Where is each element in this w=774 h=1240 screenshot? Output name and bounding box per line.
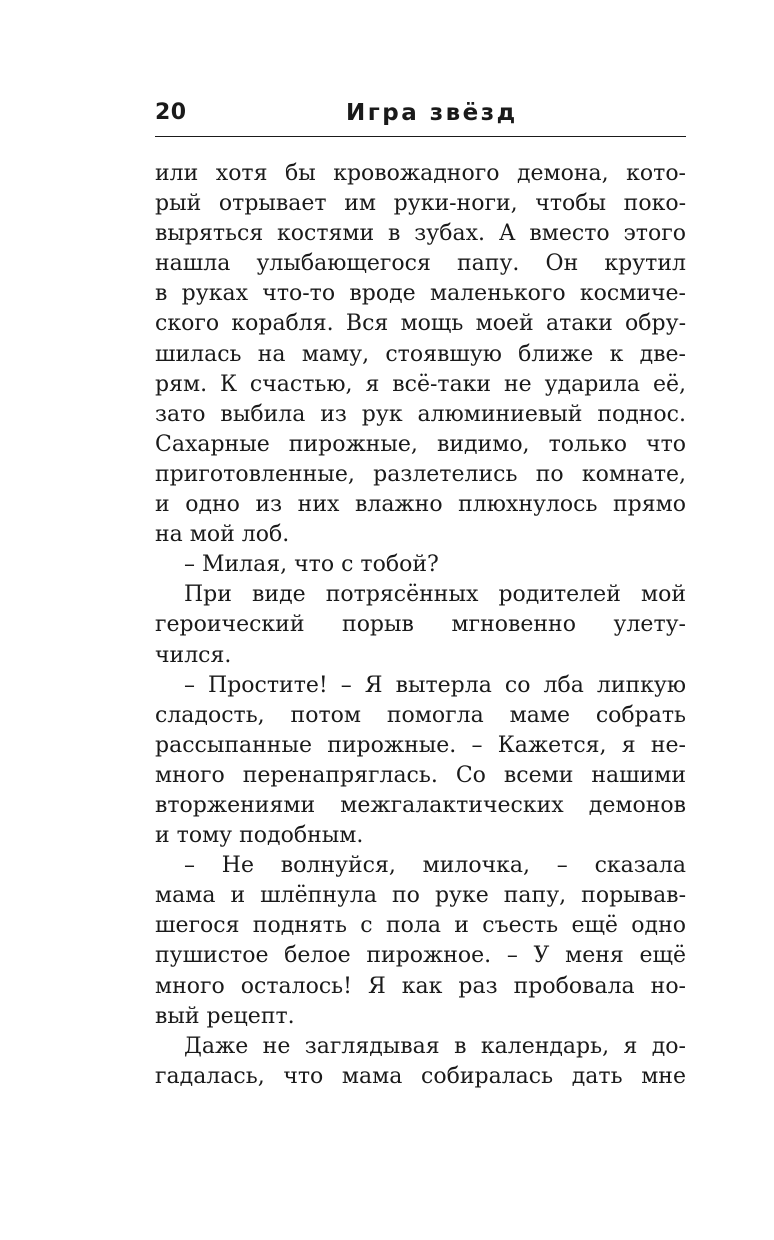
body-text [155, 159, 686, 1092]
text-line: зато выбила из рук алюминиевый поднос. [155, 401, 686, 427]
text-line: вторжениями межгалактических демонов [155, 792, 686, 818]
text-line: на мой лоб. [155, 522, 290, 548]
text-line: в руках что-то вроде маленького космиче- [155, 281, 686, 307]
text-line: героический порыв мгновенно улету- [155, 612, 686, 638]
text-line: – Простите! – Я вытерла со лба липкую [184, 672, 686, 698]
text-line: мама и шлёпнула по руке папу, порывав- [155, 883, 686, 909]
page-number: 20 [155, 100, 187, 125]
text-line: – Милая, что с тобой? [184, 552, 439, 578]
text-line: много осталось! Я как раз пробовала но- [155, 973, 686, 999]
text-line: нашла улыбающегося папу. Он крутил [155, 251, 686, 277]
page-header [155, 96, 686, 134]
text-line: При виде потрясённых родителей мой [184, 582, 686, 608]
text-line: и тому подобным. [155, 823, 364, 849]
text-line: рассыпанные пирожные. – Кажется, я не- [155, 732, 686, 758]
text-line: и одно из них влажно плюхнулось прямо [155, 492, 686, 518]
text-line: шилась на маму, стоявшую ближе к две- [155, 341, 686, 367]
text-line: ского корабля. Вся мощь моей атаки обру- [155, 311, 686, 337]
text-line: или хотя бы кровожадного демона, кото- [155, 161, 686, 186]
text-line: – Не волнуйся, милочка, – сказала [184, 853, 686, 879]
text-line: рый отрывает им руки-ноги, чтобы поко- [155, 191, 686, 217]
text-line: чился. [155, 642, 232, 668]
text-line: пушистое белое пирожное. – У меня ещё [155, 943, 686, 969]
text-line: Сахарные пирожные, видимо, только что [155, 431, 686, 457]
text-line: шегося поднять с пола и съесть ещё одно [155, 913, 686, 939]
text-line: рям. К счастью, я всё-таки не ударила её, [155, 371, 686, 397]
text-line: гадалась, что мама собиралась дать мне [155, 1063, 686, 1089]
text-line: вый рецепт. [155, 1003, 295, 1029]
running-title: Игра звёзд [346, 100, 518, 126]
text-line: Даже не заглядывая в календарь, я до- [184, 1033, 686, 1059]
header-divider [155, 136, 686, 137]
text-line: приготовленные, разлетелись по комнате, [155, 461, 686, 487]
text-line: сладость, потом помогла маме собрать [155, 702, 686, 728]
text-line: много перенапряглась. Со всеми нашими [155, 762, 686, 788]
text-line: выряться костями в зубах. А вместо этого [155, 221, 686, 247]
